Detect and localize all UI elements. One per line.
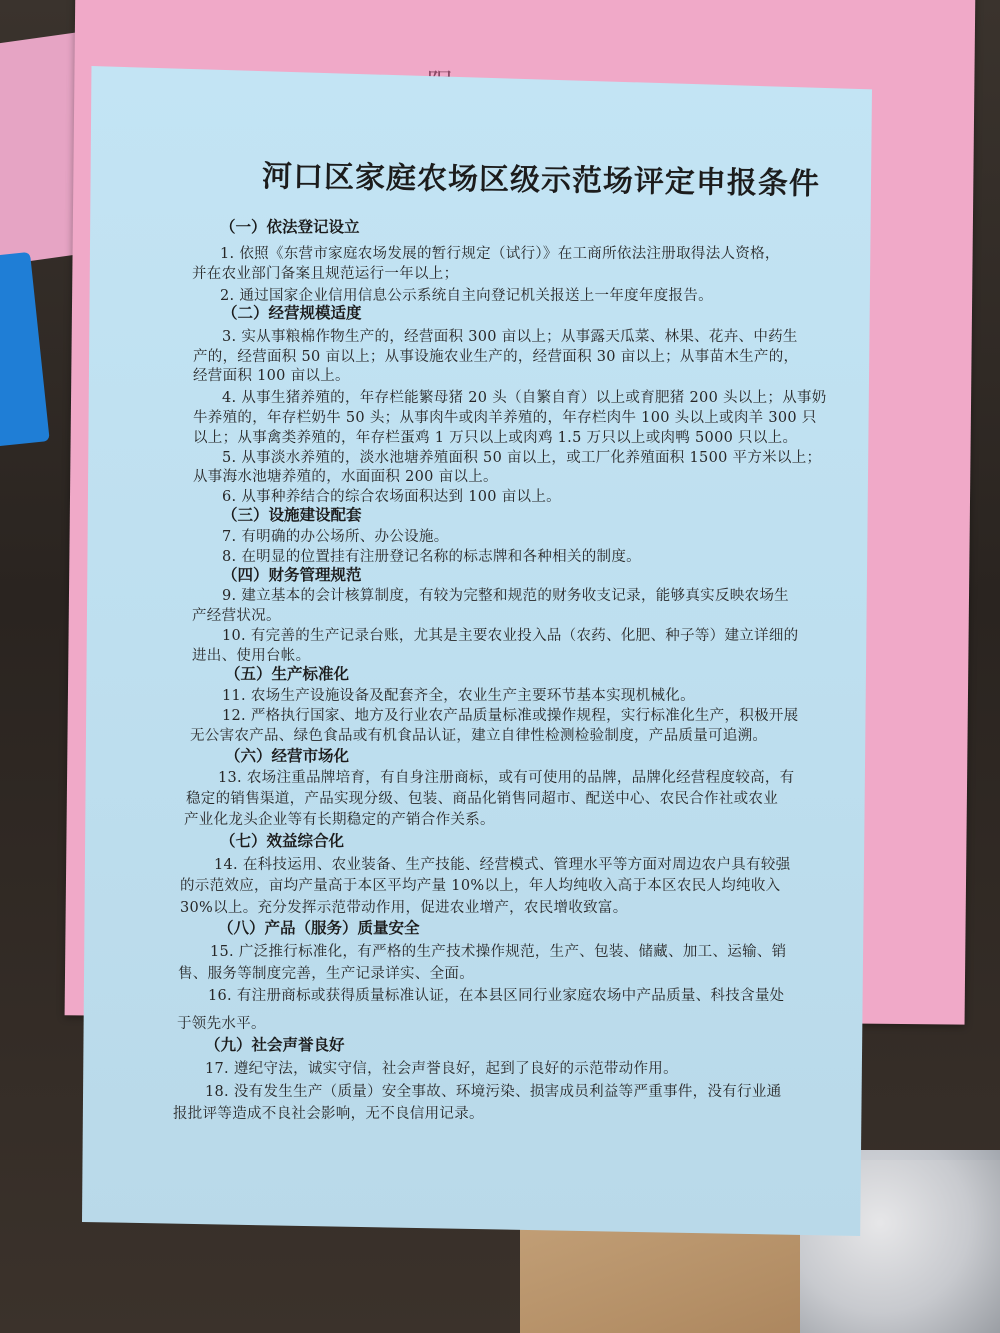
text-line: 4. 从事生猪养殖的，年存栏能繁母猪 20 头（自繁自育）以上或育肥猪 200 头以上；从事奶 — [222, 390, 827, 406]
text-line: 从事海水池塘养殖的，水面面积 200 亩以上。 — [193, 469, 498, 485]
text-line: 8. 在明显的位置挂有注册登记名称的标志牌和各种相关的制度。 — [222, 549, 641, 565]
text-line: 5. 从事淡水养殖的，淡水池塘养殖面积 50 亩以上，或工厂化养殖面积 1500 平方米以上； — [222, 450, 822, 466]
text-line: 14. 在科技运用、农业装备、生产技能、经营模式、管理水平等方面对周边农户具有较强 — [214, 857, 791, 873]
text-line: 17. 遵纪守法，诚实守信，社会声誉良好，起到了良好的示范带动作用。 — [205, 1061, 678, 1077]
text-line: 于领先水平。 — [177, 1016, 266, 1032]
section-heading: （六）经营市场化 — [225, 746, 350, 765]
text-line: 并在农业部门备案且规范运行一年以上； — [192, 266, 459, 282]
text-line: 10. 有完善的生产记录台账，尤其是主要农业投入品（农药、化肥、种子等）建立详细的 — [222, 628, 799, 644]
text-line: 进出、使用台帐。 — [192, 648, 311, 664]
text-line: 11. 农场生产设施设备及配套齐全，农业生产主要环节基本实现机械化。 — [222, 688, 695, 704]
section-heading: （九）社会声誉良好 — [205, 1035, 345, 1054]
text-line: 无公害农产品、绿色食品或有机食品认证，建立自律性检测检验制度，产品质量可追溯。 — [190, 728, 768, 744]
text-line: 产业化龙头企业等有长期稳定的产销合作关系。 — [184, 812, 495, 828]
text-line: 以上；从事禽类养殖的，年存栏蛋鸡 1 万只以上或肉鸡 1.5 万只以上或肉鸭 5000 只以上。 — [193, 430, 798, 446]
text-line: 经营面积 100 亩以上。 — [193, 368, 350, 384]
document-title: 河口区家庭农场区级示范场评定申报条件 — [261, 159, 821, 202]
text-line: 13. 农场注重品牌培育，有自身注册商标，或有可使用的品牌，品牌化经营程度较高，有 — [218, 770, 795, 786]
text-line: 15. 广泛推行标准化，有严格的生产技术操作规范，生产、包装、储藏、加工、运输、销 — [210, 944, 787, 960]
text-line: 产经营状况。 — [192, 608, 281, 624]
text-line: 12. 严格执行国家、地方及行业农产品质量标准或操作规程，实行标准化生产，积极开展 — [222, 708, 799, 724]
text-line: 30%以上。充分发挥示范带动作用，促进农业增产，农民增收致富。 — [180, 900, 628, 916]
text-line: 报批评等造成不良社会影响，无不良信用记录。 — [173, 1106, 484, 1122]
text-line: 的示范效应，亩均产量高于本区平均产量 10%以上，年人均纯收入高于本区农民人均纯收入 — [180, 878, 781, 894]
text-line: 9. 建立基本的会计核算制度，有较为完整和规范的财务收支记录，能够真实反映农场生 — [222, 588, 789, 604]
text-line: 18. 没有发生生产（质量）安全事故、环境污染、损害成员利益等严重事件，没有行业通 — [205, 1084, 782, 1100]
text-line: 7. 有明确的办公场所、办公设施。 — [222, 529, 449, 545]
text-line: 2. 通过国家企业信用信息公示系统自主向登记机关报送上一年度年度报告。 — [220, 288, 713, 304]
section-heading: （二）经营规模适度 — [222, 303, 362, 322]
section-heading: （四）财务管理规范 — [222, 565, 362, 584]
section-heading: （三）设施建设配套 — [222, 505, 362, 524]
text-line: 1. 依照《东营市家庭农场发展的暂行规定（试行）》在工商所依法注册取得法人资格， — [220, 246, 780, 262]
text-line: 产的，经营面积 50 亩以上；从事设施农业生产的，经营面积 30 亩以上；从事苗木生产的， — [193, 349, 799, 365]
section-heading: （八）产品（服务）质量安全 — [218, 918, 420, 937]
text-line: 16. 有注册商标或获得质量标准认证，在本县区同行业家庭农场中产品质量、科技含量处 — [208, 988, 785, 1004]
text-line: 稳定的销售渠道，产品实现分级、包装、商品化销售同超市、配送中心、农民合作社或农业 — [186, 791, 778, 807]
section-heading: （一）依法登记设立 — [220, 217, 360, 236]
text-line: 3. 实从事粮棉作物生产的，经营面积 300 亩以上；从事露天瓜菜、林果、花卉、中药生 — [222, 329, 798, 345]
text-line: 牛养殖的，年存栏奶牛 50 头；从事肉牛或肉羊养殖的，年存栏肉牛 100 头以上或肉羊 300 只 — [193, 410, 817, 426]
section-heading: （七）效益综合化 — [220, 831, 345, 850]
section-heading: （五）生产标准化 — [225, 664, 350, 683]
text-line: 售、服务等制度完善，生产记录详实、全面。 — [178, 966, 474, 982]
text-line: 6. 从事种养结合的综合农场面积达到 100 亩以上。 — [222, 489, 561, 505]
